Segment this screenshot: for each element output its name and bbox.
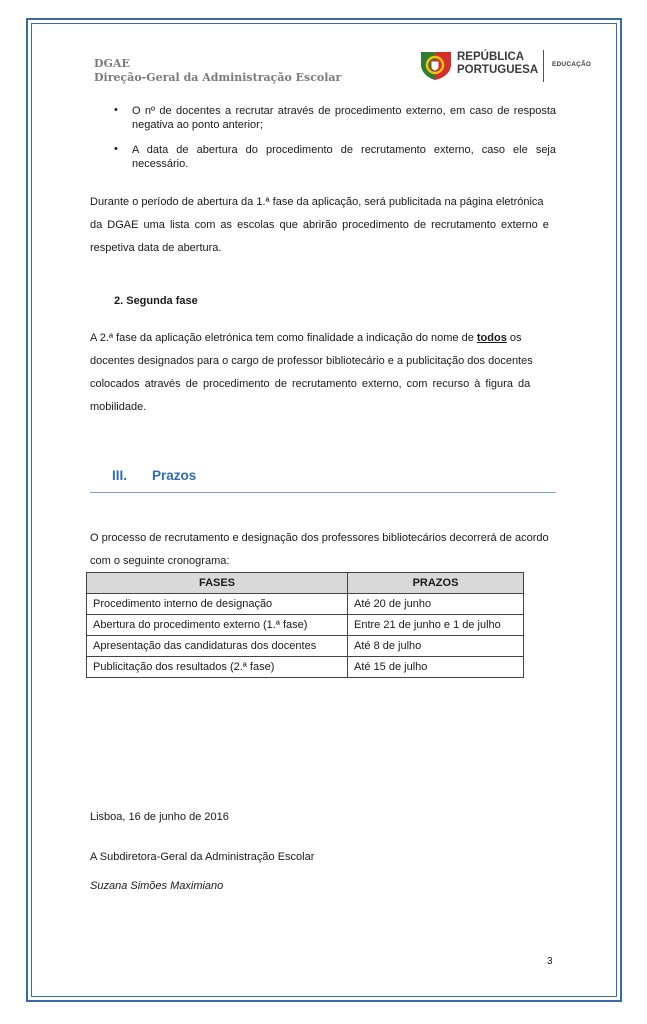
- bullet-item: [132, 104, 556, 132]
- paragraph-line: colocados através de procedimento de recrutamento externo, com recurso à figura da: [90, 378, 531, 390]
- signatory-role: A Subdiretora-Geral da Administração Escolar: [90, 851, 315, 863]
- republica-portuguesa-logo: [419, 48, 591, 86]
- table-row: [87, 615, 524, 636]
- emphasis-todos: todos: [476, 332, 507, 344]
- table-cell: Até 15 de julho: [348, 657, 524, 678]
- table-cell: Procedimento interno de designação: [87, 594, 348, 615]
- header-org-short: DGAE: [94, 57, 130, 70]
- paragraph-line: docentes designados para o cargo de professor bibliotecário e a publicitação dos docentes: [90, 355, 533, 367]
- table-cell: Apresentação das candidaturas dos docentes: [87, 636, 348, 657]
- bullet-marker: •: [114, 104, 118, 116]
- text-run: os: [506, 332, 522, 344]
- logo-wordmark: [457, 51, 538, 77]
- section-number: III.: [112, 468, 128, 483]
- bullet-line: negativa ao ponto anterior;: [132, 119, 263, 131]
- table-header-cell: FASES: [87, 573, 348, 594]
- paragraph-cronograma: [90, 527, 556, 573]
- header-organization: [94, 57, 341, 85]
- table-row: [87, 636, 524, 657]
- logo-line-2: PORTUGUESA: [457, 64, 539, 76]
- paragraph-line: mobilidade.: [90, 401, 147, 413]
- logo-ministry: EDUCAÇÃO: [552, 61, 592, 68]
- signatory-name: Suzana Simões Maximiano: [90, 880, 224, 892]
- table-cell: Entre 21 de junho e 1 de julho: [348, 615, 524, 636]
- logo-separator: [543, 50, 544, 82]
- section-heading-prazos: [112, 468, 196, 483]
- paragraph-line: da DGAE uma lista com as escolas que abrirão procedimento de recrutamento externo e: [90, 219, 549, 231]
- text-run: A 2.ª fase da aplicação eletrónica tem como finalidade a indicação do nome de: [90, 332, 477, 344]
- bullet-line: necessário.: [132, 158, 189, 170]
- bullet-line: A data de abertura do procedimento de recrutamento externo, caso ele seja: [132, 144, 556, 156]
- paragraph-line: O processo de recrutamento e designação dos professores bibliotecários decorrerá de acordo: [90, 532, 549, 544]
- table-header-cell: PRAZOS: [348, 573, 524, 594]
- bullet-item: [132, 143, 556, 171]
- header-org-full: Direção-Geral da Administração Escolar: [94, 71, 342, 84]
- paragraph-segunda-fase: [90, 327, 556, 419]
- table-cell: Publicitação dos resultados (2.ª fase): [87, 657, 348, 678]
- logo-line-1: REPÚBLICA: [457, 51, 525, 63]
- portugal-emblem-icon: [419, 48, 453, 84]
- place-date: Lisboa, 16 de junho de 2016: [90, 811, 229, 823]
- bullet-marker: •: [114, 143, 118, 155]
- section-divider: [90, 492, 556, 493]
- section-title: Prazos: [152, 468, 197, 483]
- paragraph-line: Durante o período de abertura da 1.ª fase da aplicação, será publicitada na página eletrónica: [90, 196, 544, 208]
- table-cell: Abertura do procedimento externo (1.ª fase): [87, 615, 348, 636]
- paragraph-intro: [90, 191, 556, 260]
- schedule-table: [86, 572, 524, 678]
- table-cell: Até 20 de junho: [348, 594, 524, 615]
- table-row: [87, 657, 524, 678]
- subheading-segunda-fase: 2. Segunda fase: [114, 295, 198, 307]
- paragraph-line: respetiva data de abertura.: [90, 242, 222, 254]
- bullet-line: O nº de docentes a recrutar através de procedimento externo, em caso de resposta: [132, 105, 556, 117]
- table-cell: Até 8 de julho: [348, 636, 524, 657]
- table-row: [87, 594, 524, 615]
- paragraph-line: com o seguinte cronograma:: [90, 555, 230, 567]
- table-header-row: [87, 573, 524, 594]
- paragraph-line: [90, 327, 556, 350]
- page-number: 3: [547, 956, 553, 967]
